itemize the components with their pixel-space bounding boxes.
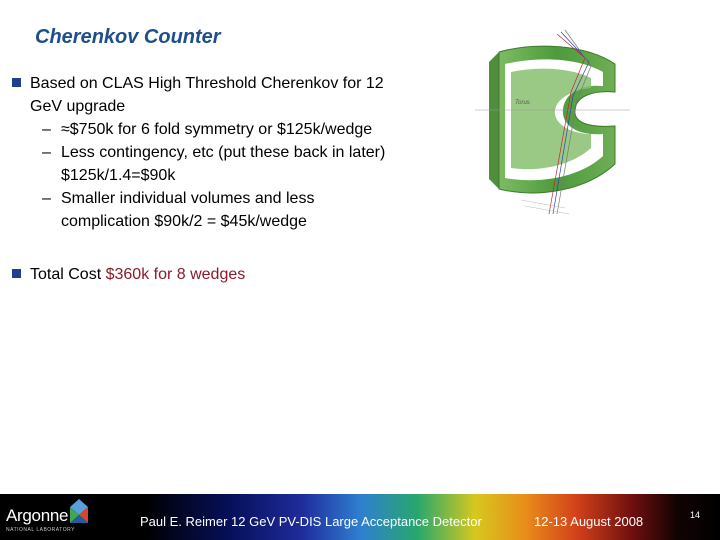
- sub-bullet-item: [42, 118, 392, 141]
- detector-frame: [489, 46, 615, 193]
- cherenkov-detector-diagram: [475, 14, 630, 219]
- presenter-text: Paul E. Reimer 12 GeV PV-DIS Large Acceptance Detector: [140, 514, 482, 529]
- total-cost-highlight: $360k for 8 wedges: [105, 266, 246, 283]
- dash-bullet-icon: –: [42, 144, 51, 161]
- bullet-text: Total Cost: [30, 266, 106, 283]
- sub-bullet-text: Smaller individual volumes and less complication $90k/2 = $45k/wedge: [61, 190, 315, 230]
- torus-label: Torus: [515, 100, 530, 106]
- footer-bar: [0, 494, 720, 540]
- square-bullet-icon: [12, 269, 21, 278]
- scale-marker-lines: [521, 200, 569, 214]
- slide-body: [12, 72, 392, 286]
- dash-bullet-icon: –: [42, 121, 51, 138]
- bullet-item: [12, 263, 392, 286]
- sub-bullet-text: ≈$750k for 6 fold symmetry or $125k/wedge: [61, 121, 373, 138]
- bullet-item: [12, 72, 392, 118]
- argonne-logo-subtitle: NATIONAL LABORATORY: [6, 527, 75, 533]
- argonne-logo-text: Argonne: [6, 506, 69, 525]
- dash-bullet-icon: –: [42, 190, 51, 207]
- date-text: 12-13 August 2008: [534, 514, 644, 529]
- square-bullet-icon: [12, 78, 21, 87]
- bullet-text: Based on CLAS High Threshold Cherenkov for 12 GeV upgrade: [30, 75, 384, 115]
- sub-bullet-text: Less contingency, etc (put these back in later) $125k/1.4=$90k: [61, 144, 386, 184]
- sub-bullet-item: [42, 187, 392, 233]
- slide-title: Cherenkov Counter: [35, 26, 221, 48]
- sub-bullet-item: [42, 141, 392, 187]
- page-number: 14: [690, 510, 701, 520]
- argonne-logo-icon: [64, 497, 94, 527]
